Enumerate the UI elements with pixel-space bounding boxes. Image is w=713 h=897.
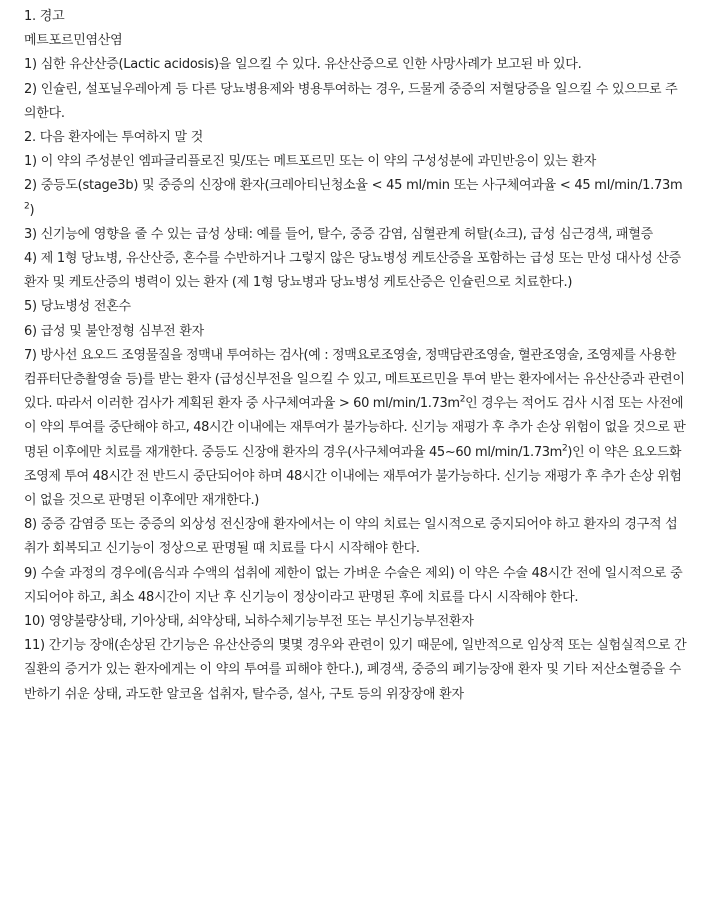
warning-item-1: 1) 심한 유산산증(Lactic acidosis)을 일으킬 수 있다. 유산산증으로 인한 사망사례가 보고된 바 있다.	[24, 57, 582, 73]
contraindication-item-7-text-b: 인 경우는 적어도 검사 시점 또는 사전에 이 약의 투여를 중단해야 하고, 48시간 이내에는 재투여가 불가능하다. 신기능 재평가 후 추가 손상 위험이 없을 것으로 판명된 이후에만 치료를 재개한다. 중등도 신장애 환자의 경우(사구체여과율 45~60 ml/min/1.73m	[24, 396, 686, 460]
superscript: 2	[561, 443, 568, 454]
contraindication-item-2-end: )	[29, 202, 35, 218]
section-2-title: 2. 다음 환자에는 투여하지 말 것	[24, 130, 204, 146]
section-1-title: 1. 경고	[24, 9, 65, 24]
contraindication-item-6: 6) 급성 및 불안정형 심부전 환자	[24, 323, 204, 339]
document-body	[24, 5, 689, 707]
contraindication-item-9: 9) 수술 과정의 경우에(음식과 수액의 섭취에 제한이 없는 가벼운 수술은 제외) 이 약은 수술 48시간 전에 일시적으로 중지되어야 하고, 최소 48시간이 지난 후 신기능이 정상이라고 판명된 후에 치료를 다시 시작해야 한다.	[24, 565, 683, 605]
contraindication-item-7	[24, 344, 689, 513]
contraindication-item-10: 10) 영양불량상태, 기아상태, 쇠약상태, 뇌하수체기능부전 또는 부신기능부전환자	[24, 614, 474, 630]
contraindication-item-4: 4) 제 1형 당뇨병, 유산산증, 혼수를 수반하거나 그렇지 않은 당뇨병성 케토산증을 포함하는 급성 또는 만성 대사성 산증 환자 및 케토산증의 병력이 있는 환자 (제 1형 당뇨병과 당뇨병성 케토산증은 인슐린으로 치료한다.)	[24, 251, 681, 291]
contraindication-item-1: 1) 이 약의 주성분인 엠파글리플로진 및/또는 메트포르민 또는 이 약의 구성성분에 과민반응이 있는 환자	[24, 154, 597, 170]
superscript: 2	[24, 201, 30, 212]
superscript: 2	[459, 394, 466, 405]
contraindication-item-8: 8) 중증 감염증 또는 중증의 외상성 전신장애 환자에서는 이 약의 치료는 일시적으로 중지되어야 하고 환자의 경구적 섭취가 회복되고 신기능이 정상으로 판명될 때 치료를 다시 시작해야 한다.	[24, 517, 678, 557]
contraindication-item-5: 5) 당뇨병성 전혼수	[24, 299, 131, 315]
section-1-subtitle: 메트포르민염산염	[24, 33, 123, 49]
contraindication-item-2	[24, 174, 689, 222]
contraindication-item-2-text: 2) 중등도(stage3b) 및 중증의 신장애 환자(크레아티닌청소율 < 45 ml/min 또는 사구체여과율 < 45 ml/min/1.73m	[24, 178, 683, 194]
contraindication-item-11: 11) 간기능 장애(손상된 간기능은 유산산증의 몇몇 경우와 관련이 있기 때문에, 일반적으로 임상적 또는 실험실적으로 간 질환의 증거가 있는 환자에게는 이 약의 투여를 피해야 한다.), 폐경색, 중증의 폐기능장애 환자 및 기타 저산소혈증을 수반하기 쉬운 상태, 과도한 알코올 섭취자, 탈수증, 설사, 구토 등의 위장장애 환자	[24, 638, 687, 702]
contraindication-item-7-text-a: 7) 방사선 요오드 조영물질을 정맥내 투여하는 검사(예 : 정맥요로조영술, 정맥담관조영술, 혈관조영술, 조영제를 사용한 컴퓨터단층촬영술 등)를 받는 환자 (급성신부전을 일으킬 수 있고, 메트포르민을 투여 받는 환자에서는 유산산증과 관련이 있다. 따라서 이러한 검사가 계획된 환자 중 사구체여과율 > 60 ml/min/1.73m	[24, 347, 685, 412]
contraindication-item-7-text-c: )인 이 약은 요오드화 조영제 투여 48시간 전 반드시 중단되어야 하며 48시간 이내에는 재투여가 불가능하다. 신기능 재평가 후 추가 손상 위험이 없을 것으로 판명된 이후에만 재개한다.)	[24, 444, 682, 509]
contraindication-item-3: 3) 신기능에 영향을 줄 수 있는 급성 상태: 예를 들어, 탈수, 중증 감염, 심혈관계 허탈(쇼크), 급성 심근경색, 패혈증	[24, 226, 653, 242]
warning-item-2: 2) 인슐린, 설포닐우레아계 등 다른 당뇨병용제와 병용투여하는 경우, 드물게 중증의 저혈당증을 일으킬 수 있으므로 주의한다.	[24, 81, 678, 121]
